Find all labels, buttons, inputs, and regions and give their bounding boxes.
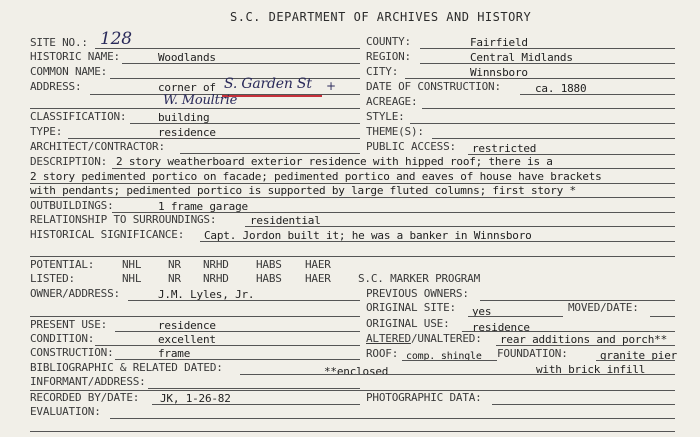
bibliographic-label: BIBLIOGRAPHIC & RELATED DATED:: [30, 361, 223, 374]
owner-label: OWNER/ADDRESS:: [30, 287, 120, 300]
classification-value: building: [158, 111, 210, 124]
condition-value: excellent: [158, 333, 216, 346]
condition-label: CONDITION:: [30, 332, 95, 345]
themes-label: THEME(S):: [366, 125, 424, 138]
type-label: TYPE:: [30, 125, 63, 138]
foundation-value-2: with brick infill: [536, 363, 646, 376]
marker-program: S.C. MARKER PROGRAM: [358, 272, 481, 285]
listed-habs: HABS: [256, 272, 282, 285]
present-use-value: residence: [158, 319, 216, 332]
construction-label: CONSTRUCTION:: [30, 346, 114, 359]
style-label: STYLE:: [366, 110, 405, 123]
county-label: COUNTY:: [366, 35, 411, 48]
listed-nhl: NHL: [122, 272, 142, 285]
moved-date-label: MOVED/DATE:: [568, 301, 639, 314]
region-label: REGION:: [366, 50, 411, 63]
foundation-value: granite pier: [600, 349, 678, 362]
relationship-label: RELATIONSHIP TO SURROUNDINGS:: [30, 213, 217, 226]
description-label: DESCRIPTION:: [30, 155, 108, 168]
significance-value: Capt. Jordon built it; he was a banker in Winnsboro: [204, 229, 532, 242]
relationship-value: residential: [250, 214, 321, 227]
present-use-label: PRESENT USE:: [30, 318, 108, 331]
original-use-label: ORIGINAL USE:: [366, 317, 450, 330]
historic-name-value: Woodlands: [158, 51, 216, 64]
listed-haer: HAER: [305, 272, 331, 285]
card-title: S.C. DEPARTMENT OF ARCHIVES AND HISTORY: [230, 10, 532, 24]
listed-nr: NR: [168, 272, 181, 285]
public-access-value: restricted: [472, 142, 537, 155]
potential-habs: HABS: [256, 258, 282, 271]
address-hand-street: S. Garden St: [224, 76, 312, 92]
city-value: Winnsboro: [470, 66, 528, 79]
roof-label: ROOF:: [366, 347, 399, 360]
photographic-label: PHOTOGRAPHIC DATA:: [366, 391, 482, 404]
previous-owners-label: PREVIOUS OWNERS:: [366, 287, 469, 300]
classification-label: CLASSIFICATION:: [30, 110, 127, 123]
architect-label: ARCHITECT/CONTRACTOR:: [30, 140, 165, 153]
evaluation-label: EVALUATION:: [30, 405, 101, 418]
outbuildings-value: 1 frame garage: [158, 200, 248, 213]
address-hand-cross-street: W. Moultrie: [163, 93, 238, 108]
historic-name-label: HISTORIC NAME:: [30, 50, 120, 63]
address-plus: +: [326, 79, 336, 93]
original-site-value: yes: [472, 305, 492, 318]
original-site-label: ORIGINAL SITE:: [366, 301, 456, 314]
informant-label: INFORMANT/ADDRESS:: [30, 375, 146, 388]
outbuildings-label: OUTBUILDINGS:: [30, 199, 114, 212]
public-access-label: PUBLIC ACCESS:: [366, 140, 456, 153]
altered-label: ALTERED: [366, 332, 411, 345]
address-typed-value: corner of: [158, 81, 216, 94]
listed-label: LISTED:: [30, 272, 75, 285]
type-value: residence: [158, 126, 216, 139]
site-no-label: SITE NO.:: [30, 36, 88, 49]
description-line-2: 2 story pedimented portico on facade; pedimented portico and eaves of house have brackets: [30, 170, 602, 183]
bibliographic-value: **enclosed: [324, 365, 389, 378]
county-value: Fairfield: [470, 36, 528, 49]
region-value: Central Midlands: [470, 51, 573, 64]
potential-nrhd: NRHD: [203, 258, 229, 271]
recorded-label: RECORDED BY/DATE:: [30, 391, 140, 404]
original-use-value: residence: [472, 321, 530, 334]
common-name-label: COMMON NAME:: [30, 65, 108, 78]
roof-value: comp. shingle: [406, 351, 482, 362]
city-label: CITY:: [366, 65, 399, 78]
construction-value: frame: [158, 347, 191, 360]
potential-nr: NR: [168, 258, 181, 271]
potential-haer: HAER: [305, 258, 331, 271]
potential-label: POTENTIAL:: [30, 258, 95, 271]
foundation-label: FOUNDATION:: [497, 347, 568, 360]
potential-nhl: NHL: [122, 258, 142, 271]
acreage-label: ACREAGE:: [366, 95, 418, 108]
date-construction-value: ca. 1880: [535, 82, 587, 95]
address-label: ADDRESS:: [30, 80, 82, 93]
altered-label-wrap: [366, 333, 482, 345]
altered-value: rear additions and porch**: [500, 333, 667, 346]
unaltered-label: /UNALTERED:: [410, 332, 482, 345]
listed-nrhd: NRHD: [203, 272, 229, 285]
site-no-value: 128: [100, 29, 132, 49]
recorded-value: JK, 1-26-82: [160, 392, 231, 405]
description-line-3: with pendants; pedimented portico is supported by large fluted columns; first story *: [30, 184, 576, 197]
description-line-1: 2 story weatherboard exterior residence with hipped roof; there is a: [116, 155, 553, 168]
owner-value: J.M. Lyles, Jr.: [158, 288, 255, 301]
date-construction-label: DATE OF CONSTRUCTION:: [366, 80, 501, 93]
significance-label: HISTORICAL SIGNIFICANCE:: [30, 228, 185, 241]
